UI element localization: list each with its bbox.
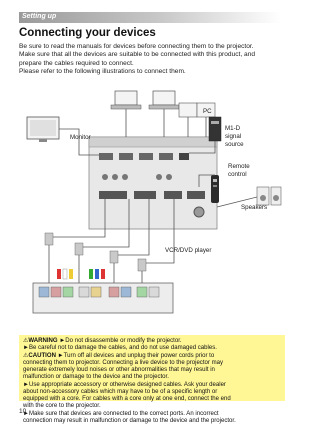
pc-illustration [111, 91, 215, 117]
intro-line: Be sure to read the manuals for devices before connecting them to the projector. [19, 43, 254, 50]
warning-line [23, 338, 282, 345]
caution-line [23, 353, 282, 360]
warning-text: ►Do not disassemble or modify the projector. [59, 338, 182, 344]
connection-diagram [19, 87, 283, 325]
section-header-label: Setting up [22, 13, 57, 20]
caution-triangle-icon: ⚠ [23, 352, 29, 359]
caution-label: CAUTION [28, 352, 56, 359]
caution-line-7: ►Use appropriate accessory or otherwise designed cables. Ask your dealer [23, 381, 226, 388]
page-title: Connecting your devices [19, 27, 156, 39]
m1d-label-line2: signal [225, 133, 242, 140]
m1d-label-line3: source [225, 141, 244, 148]
speakers-label: Speakers [241, 204, 268, 211]
caution-line-11: ►Make sure that devices are connected to the correct ports. An incorrect [23, 410, 219, 417]
caution-line-6: malfunction or damage to the device and the projector. [23, 374, 169, 381]
caution-line-9: equipped with a core. For cables with a core only at one end, connect the end [23, 396, 231, 402]
intro-line: Make sure that all the devices are suitable to be connected with this product, and [19, 51, 256, 59]
monitor-label: Monitor [70, 134, 91, 141]
remote-label-line2: control [228, 171, 247, 178]
caution-line-8: about non-accessory cables which may have to be of a specific length or [23, 388, 218, 395]
caution-line-5: generate extremely loud noises or other abnormalities that may result in [23, 367, 215, 373]
connector-plugs [45, 233, 146, 279]
intro-line: prepare the cables required to connect. [19, 59, 134, 67]
caution-text: ►Turn off all devices and unplug their power cords prior to [57, 352, 215, 359]
remote-label-line1: Remote [228, 163, 250, 170]
caution-line-12: connection may result in malfunction or damage to the device and the projector. [23, 417, 236, 424]
intro-line: Please refer to the following illustrations to connect them. [19, 68, 186, 76]
monitor-illustration [27, 117, 59, 142]
vcr-dvd-label: VCR/DVD player [165, 247, 212, 254]
warning-line-2: ►Be careful not to damage the cables, and do not use damaged cables. [23, 345, 217, 352]
warning-label: WARNING [28, 338, 58, 344]
warning-triangle-icon: ⚠ [23, 338, 29, 344]
intro-text [19, 43, 285, 77]
section-header-bar [19, 12, 281, 23]
caution-line-10: with the core to the projector. [23, 403, 101, 410]
m1d-device-illustration [209, 117, 221, 141]
m1d-label-line1: M1-D [225, 125, 241, 132]
vcr-dvd-player-illustration [33, 283, 173, 313]
pc-label: PC [203, 108, 212, 115]
caution-line-4: connecting them to projector. Connecting a live device to the projector may [23, 359, 223, 366]
page-number: 10 [19, 408, 27, 415]
remote-control-illustration [211, 175, 219, 203]
projector-illustration [89, 137, 217, 229]
speakers-illustration [257, 187, 281, 205]
